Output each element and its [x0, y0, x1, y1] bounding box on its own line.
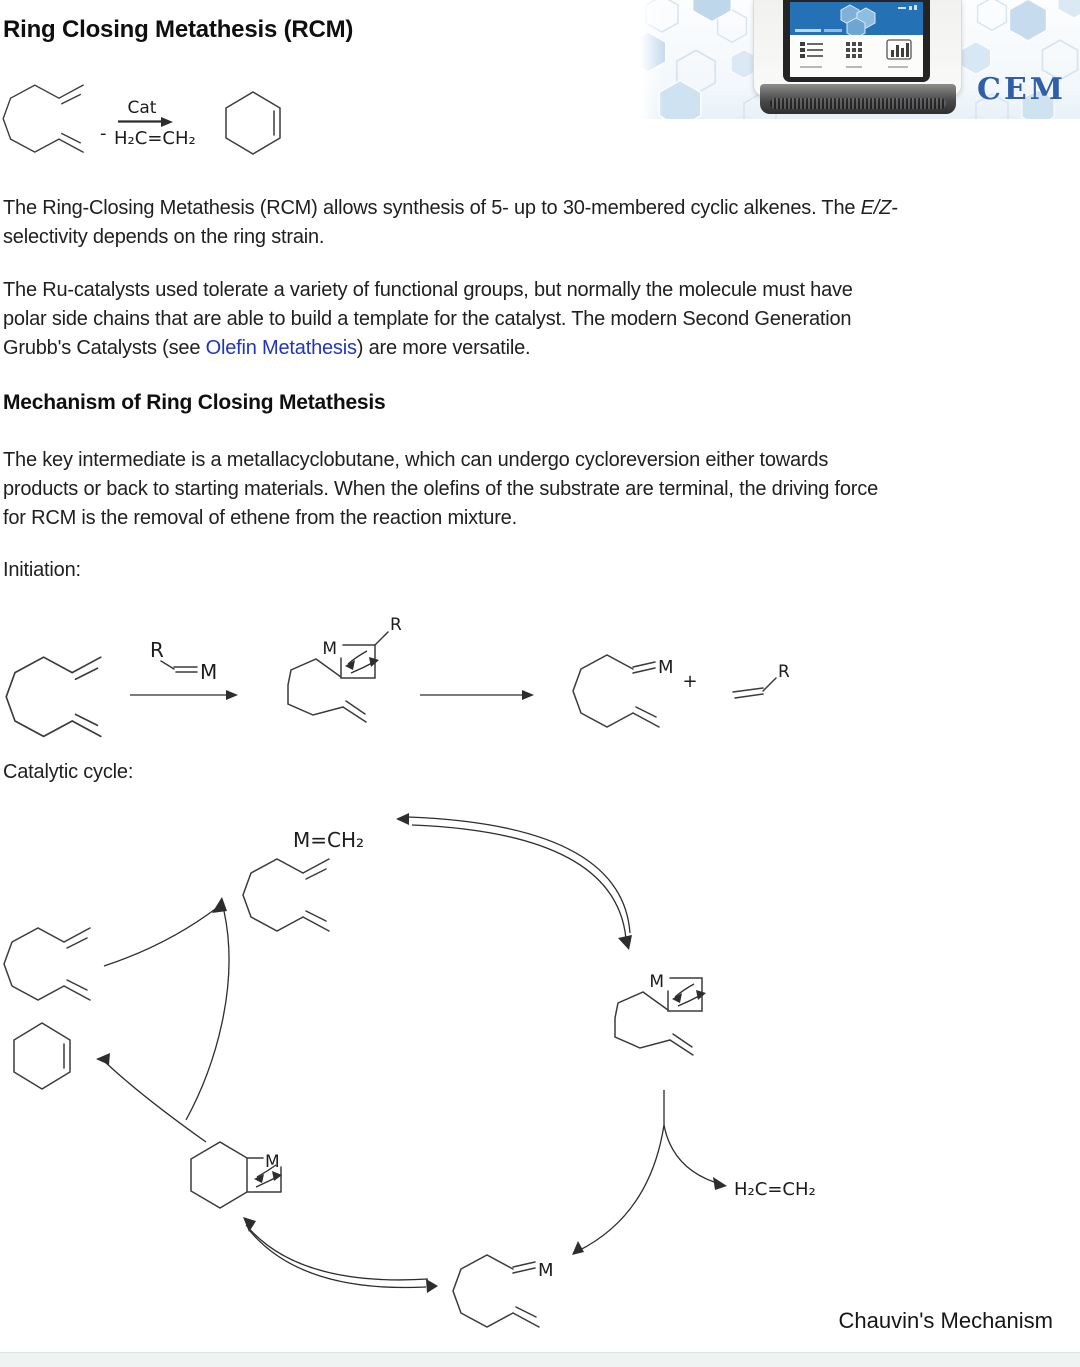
catalysts-line-3: [3, 336, 530, 360]
m-label: M: [265, 1152, 280, 1172]
catalysts-line-1: The Ru-catalysts used tolerate a variety of functional groups, but normally the molecule must have: [3, 279, 853, 301]
mechanism-line-2: products or back to starting materials. When the olefins of the substrate are terminal, the driving force: [3, 478, 878, 500]
banner-left-fade: [640, 0, 664, 119]
synthesizer-vents: [770, 98, 946, 109]
screen-menu-icons: [790, 35, 923, 77]
initiation-scheme: [0, 595, 830, 760]
synthesizer-base: [760, 84, 956, 114]
metallacyclobutane-structure-right: [615, 972, 706, 1055]
plus-sign: +: [682, 671, 698, 692]
r-label: R: [390, 615, 402, 635]
m-label: M: [649, 972, 664, 992]
apps-grid-icon: [846, 42, 862, 68]
intro-ez-italic: E/Z-: [860, 197, 898, 219]
footer-divider: [0, 1352, 1080, 1367]
r-label: R: [150, 638, 164, 662]
mechanism-line-3: for RCM is the removal of ethene from the reaction mixture.: [3, 507, 517, 529]
hexagon-molecule-icon: [841, 5, 875, 35]
catalytic-cycle-label: Catalytic cycle:: [3, 761, 134, 783]
mechanism-line-1: The key intermediate is a metallacyclobutane, which can undergo cycloreversion either towards: [3, 449, 829, 471]
reaction-arrow: [420, 690, 534, 700]
metal-carbene-reagent: [150, 638, 217, 684]
catalyst-regeneration-arrow: [104, 897, 229, 1120]
initiation-label: Initiation:: [3, 559, 81, 581]
reaction-arrow: [130, 690, 238, 700]
ethene-loss-label: H₂C=CH₂: [114, 128, 196, 149]
cem-banner-ad[interactable]: [640, 0, 1080, 119]
screen-status-icons: [898, 5, 917, 10]
link-olefin-metathesis[interactable]: Olefin Metathesis: [205, 337, 357, 359]
carbene-diene-structure-bottom: [453, 1255, 554, 1327]
catalysts-line-3-pre: Grubb's Catalysts (see: [3, 337, 206, 359]
catalytic-cycle-diagram: [0, 795, 860, 1340]
top-reaction-scheme: [0, 80, 360, 195]
diene-structure: [3, 85, 83, 152]
chauvin-caption: Chauvin's Mechanism: [838, 1308, 1053, 1333]
equilibrium-arrows-bottom-left: [243, 1217, 438, 1293]
intro-line-2: selectivity depends on the ring strain.: [3, 226, 325, 248]
catalysts-line-2: polar side chains that are able to build a template for the catalyst. The modern Second Generation: [3, 308, 852, 330]
minus-sign: -: [100, 123, 107, 144]
ethene-label: H₂C=CH₂: [734, 1179, 816, 1200]
catalyst-label: Cat: [127, 98, 157, 118]
cycloreversion-arrows: [672, 984, 706, 1006]
carbene-diene-structure: [573, 655, 674, 727]
reaction-arrow: [118, 117, 173, 127]
m-label: M: [200, 660, 218, 684]
bicyclic-metallacyclobutane-structure: [191, 1142, 282, 1208]
ethene-release-arrows: [572, 1090, 727, 1255]
catalysts-line-3-post: ) are more versatile.: [356, 337, 531, 359]
cem-logo: CEM: [977, 72, 1066, 107]
cyclohexene-structure: [226, 92, 280, 154]
r-label: R: [778, 662, 790, 682]
diene-structure-start: [4, 928, 90, 1000]
cycloreversion-arrows: [345, 651, 379, 673]
product-release-arrow: [96, 1053, 206, 1142]
screen-header-graphics: [790, 2, 923, 35]
metal-carbene-label: M=CH₂: [293, 828, 365, 852]
mechanism-heading: Mechanism of Ring Closing Metathesis: [3, 391, 386, 414]
metallacyclobutane-structure: [288, 615, 402, 722]
synthesizer-screen-header: [790, 2, 923, 35]
intro-line-1: [3, 196, 898, 220]
methods-list-icon: [800, 42, 823, 68]
diene-structure: [6, 657, 101, 736]
intro-line-1-text: The Ring-Closing Metathesis (RCM) allows synthesis of 5- up to 30-membered cyclic alkenes. The: [3, 197, 861, 219]
cyclohexene-product-structure: [14, 1023, 70, 1089]
screen-title-text: [795, 29, 842, 32]
m-label: M: [658, 657, 674, 678]
page-title: Ring Closing Metathesis (RCM): [3, 16, 354, 43]
m-label: M: [322, 639, 337, 659]
released-alkene-structure: [733, 662, 790, 698]
synthesizer-screen-menu: [790, 35, 923, 77]
diene-structure-top: [243, 859, 329, 931]
equilibrium-arrows-top-right: [396, 813, 632, 950]
results-chart-icon: [887, 40, 911, 68]
m-label: M: [538, 1260, 554, 1281]
